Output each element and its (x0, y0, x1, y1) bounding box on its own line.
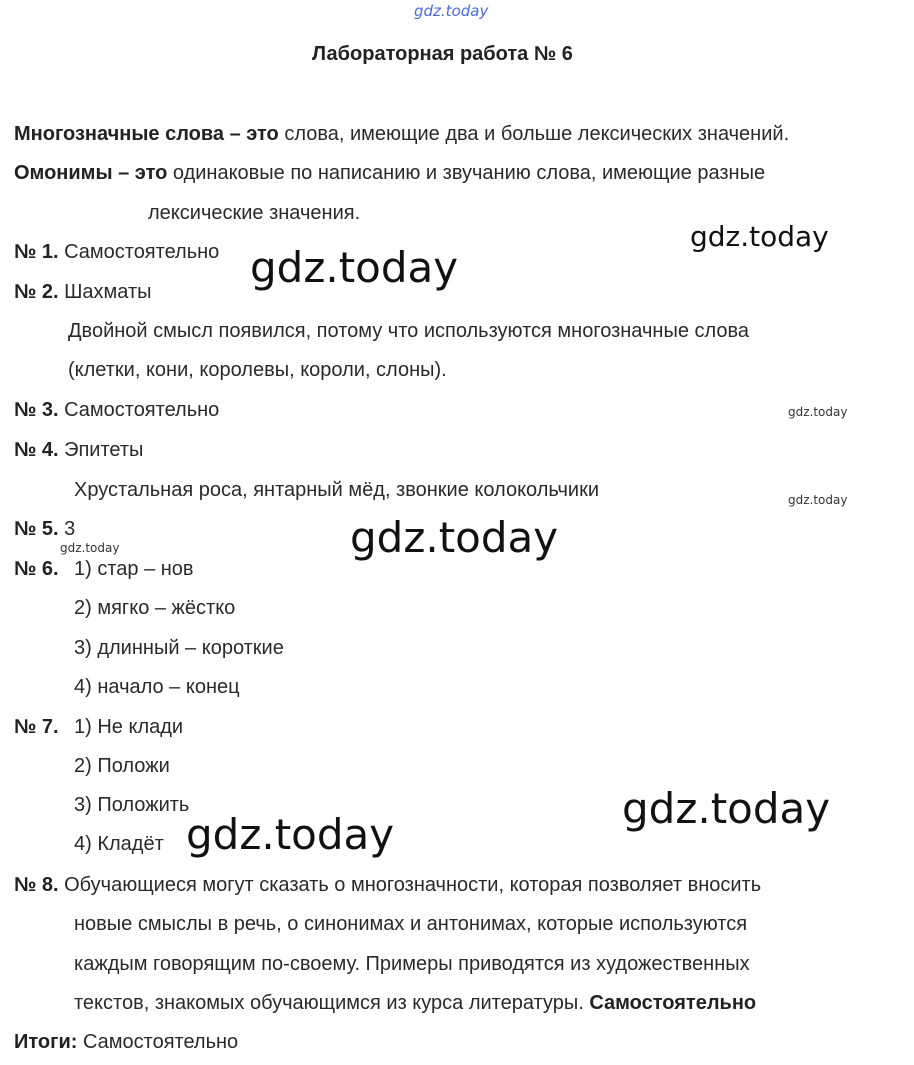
task-7-item: 1) Не клади (74, 716, 184, 738)
task-8-text: текстов, знакомых обучающимся из курса литературы. (74, 992, 584, 1014)
page-title: Лабораторная работа № 6 (312, 43, 573, 65)
task-2 (14, 282, 152, 302)
task-answer: 3 (58, 518, 76, 540)
task-4-line: Хрустальная роса, янтарный мёд, звонкие колокольчики (74, 479, 599, 501)
task-number: № 5. (14, 518, 59, 540)
task-7-item: 3) Положить (74, 794, 190, 816)
watermark: gdz.today (788, 493, 848, 507)
task-7-item: 4) Кладёт (74, 833, 164, 855)
task-7 (14, 717, 59, 737)
task-8-line: каждым говорящим по-своему. Примеры приводятся из художественных (74, 953, 750, 975)
task-number: № 4. (14, 439, 59, 461)
task-number: № 2. (14, 281, 59, 303)
task-number: № 7. (14, 716, 59, 738)
definition-text: одинаковые по написанию и звучанию слова, имеющие разные (167, 162, 766, 184)
task-8-line: новые смыслы в речь, о синонимах и антонимах, которые используются (74, 913, 748, 935)
watermark: gdz.today (60, 541, 120, 555)
task-number: № 1. (14, 241, 59, 263)
task-7-item: 2) Положи (74, 755, 170, 777)
term: Омонимы – это (14, 162, 168, 184)
task-8-line (74, 993, 756, 1013)
term: Многозначные слова – это (14, 123, 279, 145)
watermark: gdz.today (250, 243, 459, 292)
task-6 (14, 559, 59, 579)
task-1 (14, 242, 219, 262)
task-answer: Самостоятельно (58, 241, 220, 263)
summary (14, 1032, 238, 1052)
task-number: № 6. (14, 558, 59, 580)
task-number: № 3. (14, 399, 59, 421)
task-5 (14, 519, 75, 539)
definition-polysemy (14, 124, 789, 144)
summary-text: Самостоятельно (77, 1031, 239, 1053)
definition-homonyms-cont: лексические значения. (148, 202, 361, 224)
task-number: № 8. (14, 874, 59, 896)
task-8 (14, 875, 761, 895)
watermark-top: gdz.today (414, 2, 489, 20)
watermark: gdz.today (788, 405, 848, 419)
task-6-item: 2) мягко – жёстко (74, 597, 236, 619)
watermark: gdz.today (622, 784, 831, 833)
task-answer: Обучающиеся могут сказать о многозначности, которая позволяет вносить (58, 874, 762, 896)
task-2-line: Двойной смысл появился, потому что используются многозначные слова (68, 320, 750, 342)
definition-homonyms (14, 163, 765, 183)
watermark: gdz.today (350, 513, 559, 562)
task-8-bold: Самостоятельно (583, 992, 757, 1014)
definition-text: слова, имеющие два и больше лексических значений. (278, 123, 790, 145)
watermark: gdz.today (186, 810, 395, 859)
task-3 (14, 400, 219, 420)
task-answer: Самостоятельно (58, 399, 220, 421)
task-6-item: 4) начало – конец (74, 676, 240, 698)
task-answer: Эпитеты (58, 439, 144, 461)
watermark: gdz.today (690, 220, 829, 253)
task-6-item: 3) длинный – короткие (74, 637, 284, 659)
task-4 (14, 440, 143, 460)
summary-label: Итоги: (14, 1031, 78, 1053)
task-2-line: (клетки, кони, королевы, короли, слоны). (68, 359, 447, 381)
task-answer: Шахматы (58, 281, 152, 303)
task-6-item: 1) стар – нов (74, 558, 194, 580)
